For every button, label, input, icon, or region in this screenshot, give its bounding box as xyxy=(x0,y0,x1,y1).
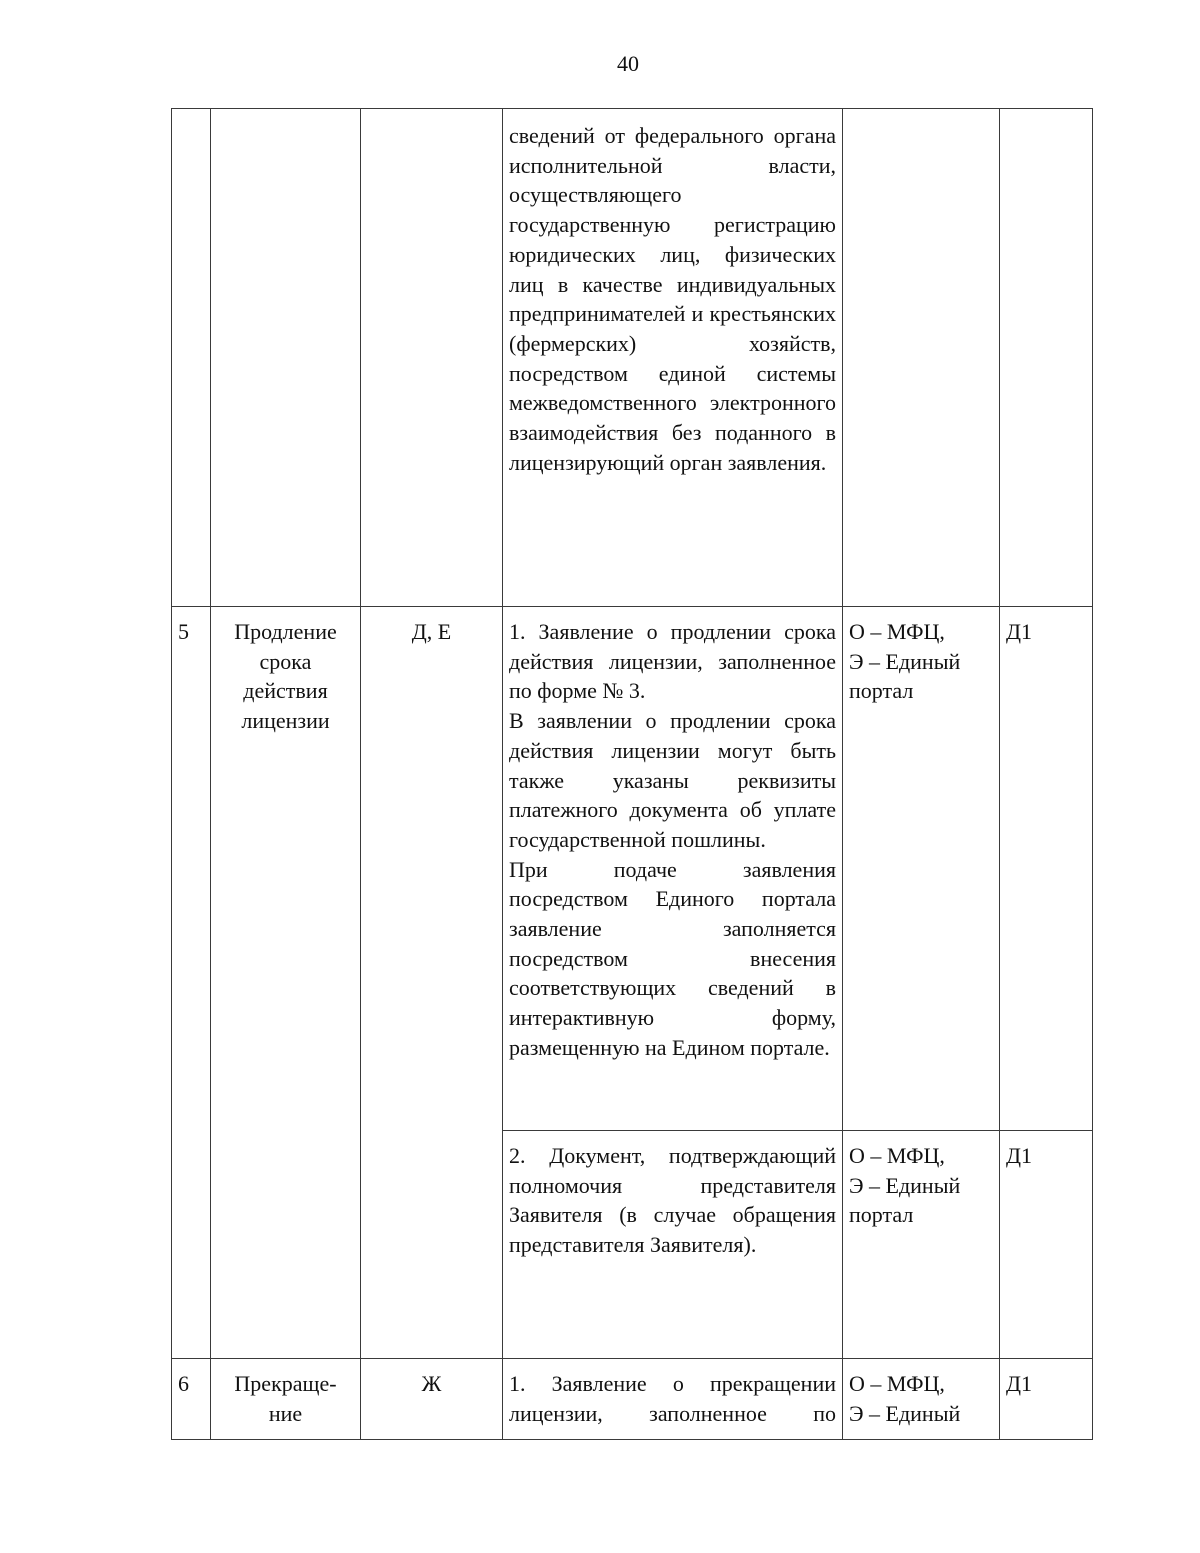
row-number-cell xyxy=(172,607,211,1359)
applicant-code-cell xyxy=(361,607,503,1359)
form-code: Д1 xyxy=(1006,1143,1033,1168)
requirements-table xyxy=(171,108,1093,1440)
service-name: Продление срока действия лицензии xyxy=(234,619,337,734)
service-name-cell xyxy=(211,109,361,607)
service-name-cell xyxy=(211,607,361,1359)
method-online-cont: портал xyxy=(849,678,914,704)
table-row-6 xyxy=(172,1359,1093,1440)
applicant-code: Ж xyxy=(421,1371,442,1396)
method-offline: О – МФЦ, xyxy=(849,619,945,644)
row-number: 5 xyxy=(178,619,189,644)
row-number-cell xyxy=(172,109,211,607)
service-name-cell xyxy=(211,1359,361,1440)
document-cell xyxy=(503,1131,843,1359)
document-paragraph: 2. Документ, подтверждающий полномочия представителя Заявителя (в случае обращения представителя Заявителя). xyxy=(509,1143,836,1258)
method-online: Э – Единый xyxy=(849,1400,961,1426)
document-paragraph: При подаче заявления посредством Единого портала заявление заполняется посредством внесения соответствующих сведений в интерактивную форму, размещенную на Едином портале. xyxy=(509,856,836,1060)
applicant-code-cell xyxy=(361,1359,503,1440)
form-cell xyxy=(1000,1359,1093,1440)
method-online-cont: портал xyxy=(849,1202,914,1228)
form-cell xyxy=(1000,1131,1093,1359)
applicant-code: Д, Е xyxy=(411,619,452,644)
page-number: 40 xyxy=(617,51,639,76)
document-paragraph: 1. Заявление о прекращении лицензии, заполненное по xyxy=(509,1371,836,1426)
document-cell xyxy=(503,1359,843,1440)
document-paragraph: 1. Заявление о продлении срока действия лицензии, заполненное по форме № 3. xyxy=(509,619,836,704)
row-number-cell xyxy=(172,1359,211,1440)
submission-method-cell xyxy=(843,1131,1000,1359)
method-offline: О – МФЦ, xyxy=(849,1143,945,1168)
submission-method-cell xyxy=(843,607,1000,1131)
table-row-continuation xyxy=(172,109,1093,607)
service-name-cont: ние xyxy=(268,1400,303,1426)
form-code: Д1 xyxy=(1006,619,1033,644)
form-code: Д1 xyxy=(1006,1371,1033,1396)
method-offline: О – МФЦ, xyxy=(849,1371,945,1396)
submission-method-cell xyxy=(843,109,1000,607)
applicant-code-cell xyxy=(361,109,503,607)
submission-method-cell xyxy=(843,1359,1000,1440)
method-online: Э – Единый xyxy=(849,1172,961,1198)
document-cell xyxy=(503,607,843,1131)
row-number: 6 xyxy=(178,1371,189,1396)
service-name: Прекраще- xyxy=(234,1371,337,1396)
form-cell xyxy=(1000,607,1093,1131)
method-online: Э – Единый xyxy=(849,648,961,674)
form-cell xyxy=(1000,109,1093,607)
document-text: сведений от федерального органа исполнительной власти, осуществляющего государственную регистрацию юридических лиц, физических лиц в качестве индивидуальных предпринимателей и крестьянских (фермерских) хозяйств, посредством единой системы межведомственного электронного взаимодействия без поданного в лицензирующий орган заявления. xyxy=(509,123,836,475)
table-row-5 xyxy=(172,607,1093,1131)
document-cell xyxy=(503,109,843,607)
document-paragraph: В заявлении о продлении срока действия лицензии могут быть также указаны реквизиты платежного документа об уплате государственной пошлины. xyxy=(509,708,836,852)
